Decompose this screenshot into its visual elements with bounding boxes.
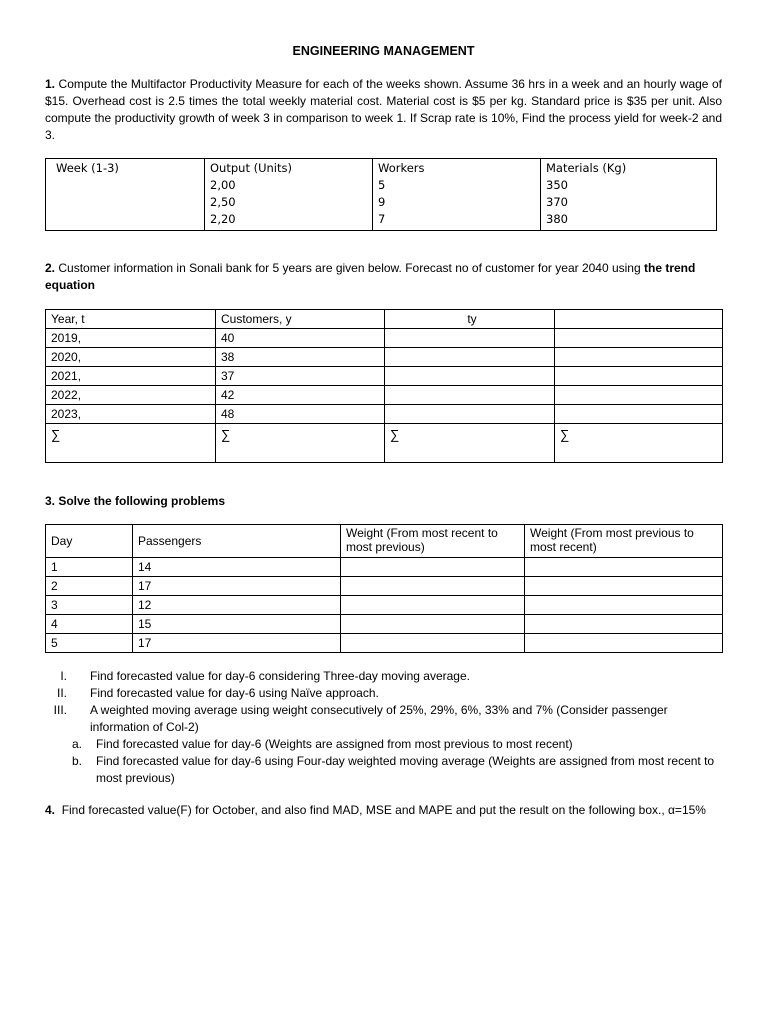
table-cell: [525, 577, 723, 596]
question-2-text: Customer information in Sonali bank for 5 years are given below. Forecast no of customer for year 2040 using: [58, 261, 644, 275]
sum-cell: ∑: [216, 424, 385, 463]
table-cell: [373, 159, 541, 231]
table-cell: [541, 159, 717, 231]
table-cell: 2023,: [46, 405, 216, 424]
table-cell: [555, 405, 723, 424]
passengers-table: [45, 524, 723, 653]
table-cell: [205, 159, 373, 231]
sub-list-item: [45, 753, 722, 787]
table-cell: [525, 615, 723, 634]
workers-value: 7: [378, 212, 386, 226]
sum-cell: ∑: [46, 424, 216, 463]
list-item-text: A weighted moving average using weight consecutively of 25%, 29%, 6%, 33% and 7% (Consider passenger information of Col-2): [90, 703, 668, 734]
table-row: [46, 596, 723, 615]
table-cell: [555, 348, 723, 367]
table-cell: 2: [46, 577, 133, 596]
table-row: [46, 386, 723, 405]
table-cell: 2021,: [46, 367, 216, 386]
table-cell: [525, 634, 723, 653]
table-cell: 1: [46, 558, 133, 577]
table-cell: [341, 615, 525, 634]
table-cell: 4: [46, 615, 133, 634]
table-header-row: [46, 310, 723, 329]
table-cell: [46, 159, 205, 231]
output-value: 2,00: [210, 178, 236, 192]
table-row: [46, 615, 723, 634]
table-header-cell: Weight (From most previous to most recent): [525, 525, 723, 558]
table-cell: [525, 558, 723, 577]
table-cell: 40: [216, 329, 385, 348]
productivity-table: [45, 158, 717, 231]
table-cell: 42: [216, 386, 385, 405]
list-item-text: Find forecasted value for day-6 using Naïve approach.: [90, 686, 379, 700]
table-header-cell: Passengers: [133, 525, 341, 558]
table-header-row: [46, 525, 723, 558]
table-cell: 15: [133, 615, 341, 634]
table-header-cell: Day: [46, 525, 133, 558]
table-cell: 5: [46, 634, 133, 653]
list-item-number: II.: [56, 686, 67, 700]
trend-table: [45, 309, 723, 463]
table-header-cell: Year, t: [46, 310, 216, 329]
question-4: [45, 802, 722, 819]
sub-list-item: [45, 736, 722, 753]
sum-cell: ∑: [385, 424, 555, 463]
question-3-list: [45, 668, 722, 787]
workers-header: Workers: [378, 161, 425, 175]
table-cell: [385, 405, 555, 424]
materials-header: Materials (Kg): [546, 161, 627, 175]
sum-cell: ∑: [555, 424, 723, 463]
output-header: Output (Units): [210, 161, 292, 175]
question-1-text: Compute the Multifactor Productivity Measure for each of the weeks shown. Assume 36 hrs in a week and an hourly wage of $15. Overhead cost is 2.5 times the total weekly material cost. Material cost is $5 per kg. Standard price is $35 per unit. Also compute the productivity growth of week 3 in comparison to week 1. If Scrap rate is 10%, Find the process yield for week-2 and 3.: [45, 77, 722, 142]
question-4-number: 4.: [45, 803, 56, 817]
table-cell: [341, 577, 525, 596]
table-row: [46, 405, 723, 424]
document-title: ENGINEERING MANAGEMENT: [292, 44, 475, 58]
table-cell: [525, 596, 723, 615]
table-cell: [341, 596, 525, 615]
table-cell: 38: [216, 348, 385, 367]
table-cell: 48: [216, 405, 385, 424]
list-item-number: III.: [53, 703, 67, 717]
table-header-cell: Weight (From most recent to most previous): [341, 525, 525, 558]
table-row: [46, 348, 723, 367]
table-row: [46, 558, 723, 577]
question-2-number: 2.: [45, 261, 56, 275]
table-cell: 2020,: [46, 348, 216, 367]
table-header-cell: ty: [385, 310, 555, 329]
output-value: 2,50: [210, 195, 236, 209]
list-item: [45, 668, 722, 685]
table-cell: 37: [216, 367, 385, 386]
table-cell: [555, 329, 723, 348]
table-row: [46, 159, 717, 231]
table-cell: 14: [133, 558, 341, 577]
table-cell: [555, 386, 723, 405]
table-cell: [385, 386, 555, 405]
table-cell: [385, 348, 555, 367]
question-4-text: Find forecasted value(F) for October, and also find MAD, MSE and MAPE and put the result on the following box., α=15%: [61, 803, 706, 817]
table-header-cell: Customers, y: [216, 310, 385, 329]
table-cell: 2022,: [46, 386, 216, 405]
week-header: Week (1-3): [56, 161, 119, 175]
question-1: [45, 76, 722, 144]
materials-value: 350: [546, 178, 568, 192]
workers-value: 9: [378, 195, 386, 209]
table-header-cell: [555, 310, 723, 329]
output-value: 2,20: [210, 212, 236, 226]
question-2-bold-text: the trend equation: [45, 261, 696, 292]
list-item: [45, 702, 722, 736]
table-cell: 12: [133, 596, 341, 615]
table-cell: [341, 634, 525, 653]
workers-value: 5: [378, 178, 386, 192]
materials-value: 370: [546, 195, 568, 209]
table-cell: [555, 367, 723, 386]
table-cell: [385, 329, 555, 348]
list-item: [45, 685, 722, 702]
question-2: [45, 260, 722, 294]
table-cell: 2019,: [46, 329, 216, 348]
list-item-number: I.: [60, 669, 67, 683]
question-3-heading: 3. Solve the following problems: [45, 494, 226, 508]
table-cell: 17: [133, 577, 341, 596]
sub-list-item-letter: b.: [71, 754, 82, 768]
question-1-number: 1.: [45, 77, 56, 91]
table-row: [46, 367, 723, 386]
table-row: [46, 634, 723, 653]
materials-value: 380: [546, 212, 568, 226]
table-cell: [385, 367, 555, 386]
sub-list-item-text: Find forecasted value for day-6 using Four-day weighted moving average (Weights are assigned from most recent to most previous): [96, 754, 715, 785]
table-cell: [341, 558, 525, 577]
table-row: [46, 329, 723, 348]
table-cell: 3: [46, 596, 133, 615]
sum-row: [46, 424, 723, 463]
table-cell: 17: [133, 634, 341, 653]
table-row: [46, 577, 723, 596]
list-item-text: Find forecasted value for day-6 considering Three-day moving average.: [90, 669, 470, 683]
sub-list-item-text: Find forecasted value for day-6 (Weights are assigned from most previous to most recent): [96, 737, 573, 751]
sub-list-item-letter: a.: [71, 737, 82, 751]
